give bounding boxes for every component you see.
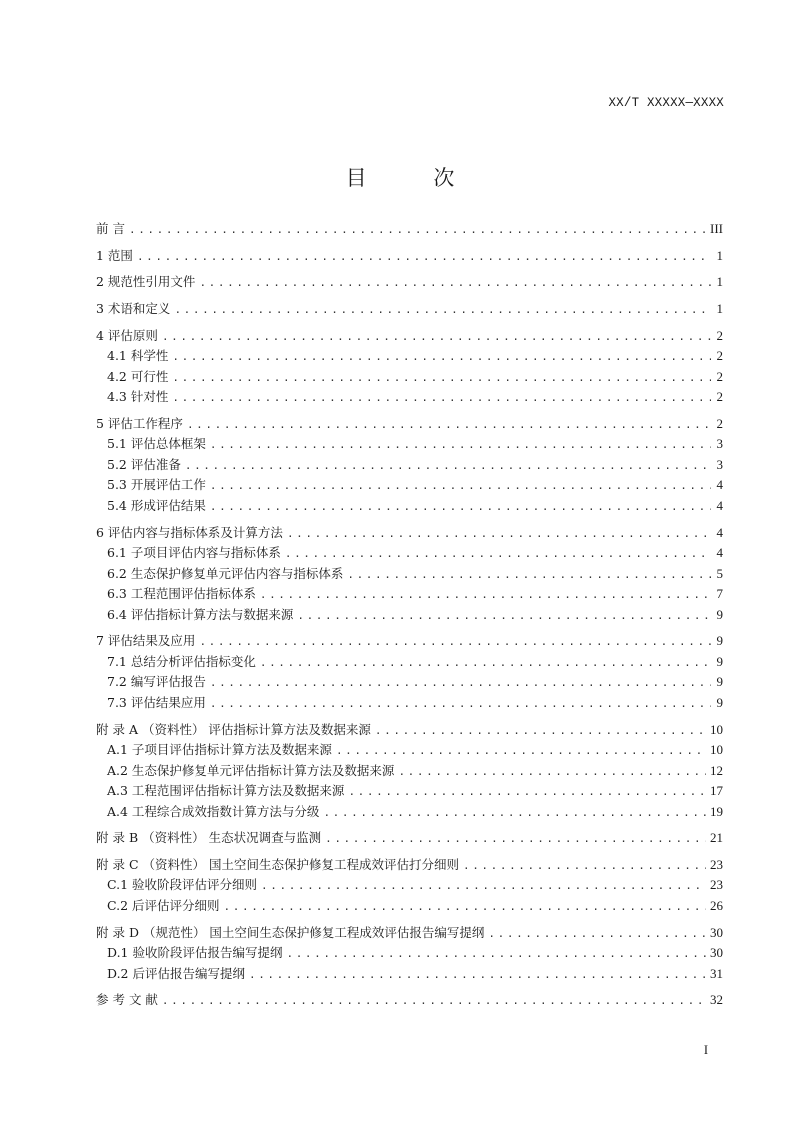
toc-subentry[interactable] — [96, 496, 723, 517]
toc-entry-page: 9 — [716, 606, 723, 622]
toc-subentry[interactable] — [96, 943, 723, 964]
toc-subentry[interactable] — [96, 740, 723, 761]
toc-entry-label: D.2 后评估报告编写提纲 — [107, 965, 245, 981]
page-number: I — [703, 1043, 708, 1057]
toc-entry-page: 9 — [716, 674, 723, 690]
toc-entry[interactable] — [96, 923, 723, 944]
toc-leader-dots — [286, 947, 706, 960]
toc-entry-label: A.1 子项目评估指标计算方法及数据来源 — [107, 742, 332, 757]
toc-leader-dots — [185, 459, 711, 472]
toc-entry-page: 9 — [716, 653, 723, 669]
toc-entry-page: 7 — [716, 586, 723, 602]
toc-leader-dots — [287, 527, 711, 540]
toc-entry-page: 31 — [710, 965, 723, 981]
toc-entry-page: 30 — [710, 945, 723, 961]
toc-subentry[interactable] — [96, 434, 723, 455]
toc-subentry[interactable] — [96, 802, 723, 823]
toc-entry[interactable] — [96, 246, 723, 267]
toc-leader-dots — [261, 879, 706, 892]
toc-entry-page: 10 — [710, 742, 723, 757]
toc-entry-label: A.4 工程综合成效指数计算方法与分级 — [107, 803, 320, 819]
toc-leader-dots — [162, 994, 706, 1007]
toc-subentry[interactable] — [96, 475, 723, 496]
toc-leader-dots — [297, 609, 711, 622]
toc-entry-page: III — [710, 221, 723, 236]
toc-leader-dots — [325, 832, 706, 845]
toc-entry-page: 2 — [716, 368, 723, 384]
toc-leader-dots — [224, 900, 706, 913]
toc-subentry[interactable] — [96, 693, 723, 714]
toc-entry-page: 26 — [710, 897, 723, 913]
toc-entry-label: 附 录 D （规范性） 国土空间生态保护修复工程成效评估报告编写提纲 — [96, 924, 485, 940]
toc-entry-label: C.1 验收阶段评估评分细则 — [107, 877, 258, 893]
toc-leader-dots — [172, 371, 711, 384]
toc-subentry[interactable] — [96, 346, 723, 367]
toc-leader-dots — [249, 968, 706, 981]
toc-entry-page: 4 — [716, 524, 723, 540]
toc-leader-dots — [210, 479, 711, 492]
toc-entry-label: 4.3 针对性 — [107, 389, 169, 405]
toc-entry-label: 7.2 编写评估报告 — [107, 674, 206, 690]
toc-entry-label: 1 范围 — [96, 247, 133, 263]
toc-entry-label: A.2 生态保护修复单元评估指标计算方法及数据来源 — [107, 762, 395, 778]
toc-leader-dots — [210, 676, 711, 689]
toc-entry-label: 6.2 生态保护修复单元评估内容与指标体系 — [107, 565, 344, 581]
toc-leader-dots — [210, 697, 711, 710]
toc-entry[interactable] — [96, 523, 723, 544]
toc-entry-page: 1 — [716, 274, 723, 290]
toc-leader-dots — [488, 927, 706, 940]
standard-code: XX/T XXXXX—XXXX — [608, 96, 724, 110]
toc-entry-page: 23 — [710, 877, 723, 893]
toc-entry-page: 19 — [710, 803, 723, 819]
toc-leader-dots — [347, 568, 711, 581]
toc-leader-dots — [129, 223, 706, 236]
toc-entry-label: A.3 工程范围评估指标计算方法及数据来源 — [107, 783, 345, 798]
toc-leader-dots — [137, 250, 711, 263]
toc-leader-dots — [172, 391, 711, 404]
toc-entry-page: 32 — [710, 992, 723, 1008]
toc-leader-dots — [210, 438, 711, 451]
toc-entry-label: 5 评估工作程序 — [96, 415, 183, 431]
toc-entry-label: 7.1 总结分析评估指标变化 — [107, 653, 256, 669]
toc-entry[interactable] — [96, 414, 723, 435]
table-of-contents — [96, 219, 723, 1011]
toc-entry[interactable] — [96, 299, 723, 320]
toc-subentry[interactable] — [96, 761, 723, 782]
toc-entry-label: 参 考 文 献 — [96, 992, 158, 1008]
toc-entry-page: 17 — [710, 783, 723, 798]
toc-entry-page: 21 — [710, 830, 723, 846]
toc-entry-label: 4.2 可行性 — [107, 368, 169, 384]
toc-entry-page: 2 — [716, 415, 723, 431]
toc-leader-dots — [199, 635, 711, 648]
toc-entry-page: 2 — [716, 389, 723, 405]
toc-entry-label: 6.3 工程范围评估指标体系 — [107, 586, 256, 602]
toc-entry[interactable] — [96, 272, 723, 293]
toc-entry[interactable] — [96, 631, 723, 652]
toc-entry-label: 附 录 A （资料性） 评估指标计算方法及数据来源 — [96, 721, 371, 737]
toc-entry-label: 4.1 科学性 — [107, 348, 169, 364]
toc-entry-label: 附 录 B （资料性） 生态状况调查与监测 — [96, 830, 322, 846]
toc-entry-page: 9 — [716, 633, 723, 649]
toc-leader-dots — [172, 350, 711, 363]
toc-subentry[interactable] — [96, 896, 723, 917]
toc-subentry[interactable] — [96, 584, 723, 605]
toc-entry-page: 10 — [710, 721, 723, 737]
toc-entry[interactable] — [96, 855, 723, 876]
toc-entry-label: 2 规范性引用文件 — [96, 274, 196, 290]
toc-entry-label: 3 术语和定义 — [96, 301, 171, 317]
toc-entry-label: 7 评估结果及应用 — [96, 633, 196, 649]
toc-entry-label: 5.2 评估准备 — [107, 456, 181, 472]
toc-entry-page: 2 — [716, 327, 723, 343]
toc-entry-label: 5.3 开展评估工作 — [107, 477, 206, 493]
toc-entry-page: 3 — [716, 456, 723, 472]
toc-entry-label: C.2 后评估评分细则 — [107, 897, 220, 913]
toc-leader-dots — [375, 724, 706, 737]
toc-entry[interactable] — [96, 326, 723, 347]
toc-leader-dots — [323, 806, 706, 819]
toc-entry-label: 6 评估内容与指标体系及计算方法 — [96, 524, 283, 540]
page-title: 目 次 — [345, 166, 485, 190]
toc-entry-page: 3 — [716, 436, 723, 452]
toc-subentry[interactable] — [96, 652, 723, 673]
toc-subentry[interactable] — [96, 781, 723, 802]
toc-entry-label: 4 评估原则 — [96, 327, 158, 343]
toc-entry-label: 附 录 C （资料性） 国土空间生态保护修复工程成效评估打分细则 — [96, 856, 459, 872]
toc-entry-page: 30 — [710, 924, 723, 940]
toc-entry-page: 5 — [716, 565, 723, 581]
toc-leader-dots — [336, 744, 706, 757]
toc-leader-dots — [260, 588, 711, 601]
toc-subentry[interactable] — [96, 672, 723, 693]
toc-entry-page: 4 — [716, 545, 723, 561]
toc-leader-dots — [210, 500, 711, 513]
toc-entry-page: 12 — [710, 762, 723, 778]
toc-leader-dots — [199, 276, 711, 289]
toc-leader-dots — [260, 656, 711, 669]
toc-leader-dots — [285, 547, 711, 560]
toc-leader-dots — [398, 765, 706, 778]
toc-leader-dots — [162, 330, 711, 343]
toc-entry-page: 4 — [716, 497, 723, 513]
toc-entry-label: 6.4 评估指标计算方法与数据来源 — [107, 606, 294, 622]
toc-entry[interactable] — [96, 720, 723, 741]
toc-entry-label: 5.4 形成评估结果 — [107, 497, 206, 513]
toc-entry-page: 2 — [716, 348, 723, 364]
toc-subentry[interactable] — [96, 367, 723, 388]
toc-leader-dots — [348, 785, 706, 798]
toc-entry-page: 23 — [710, 856, 723, 872]
toc-entry-page: 9 — [716, 694, 723, 710]
toc-leader-dots — [463, 859, 706, 872]
toc-entry-page: 1 — [716, 301, 723, 317]
toc-entry[interactable] — [96, 219, 723, 240]
toc-subentry[interactable] — [96, 564, 723, 585]
toc-leader-dots — [187, 418, 711, 431]
toc-entry-label: 6.1 子项目评估内容与指标体系 — [107, 545, 281, 561]
toc-entry-page: 1 — [716, 247, 723, 263]
toc-subentry[interactable] — [96, 875, 723, 896]
toc-entry-label: 5.1 评估总体框架 — [107, 436, 206, 452]
toc-subentry[interactable] — [96, 543, 723, 564]
toc-leader-dots — [174, 303, 711, 316]
toc-entry-label: 前 言 — [96, 221, 125, 236]
toc-entry-page: 4 — [716, 477, 723, 493]
toc-entry-label: D.1 验收阶段评估报告编写提纲 — [107, 945, 283, 961]
toc-subentry[interactable] — [96, 605, 723, 626]
toc-entry[interactable] — [96, 990, 723, 1011]
toc-subentry[interactable] — [96, 455, 723, 476]
toc-subentry[interactable] — [96, 387, 723, 408]
toc-entry[interactable] — [96, 828, 723, 849]
toc-subentry[interactable] — [96, 964, 723, 985]
toc-entry-label: 7.3 评估结果应用 — [107, 694, 206, 710]
